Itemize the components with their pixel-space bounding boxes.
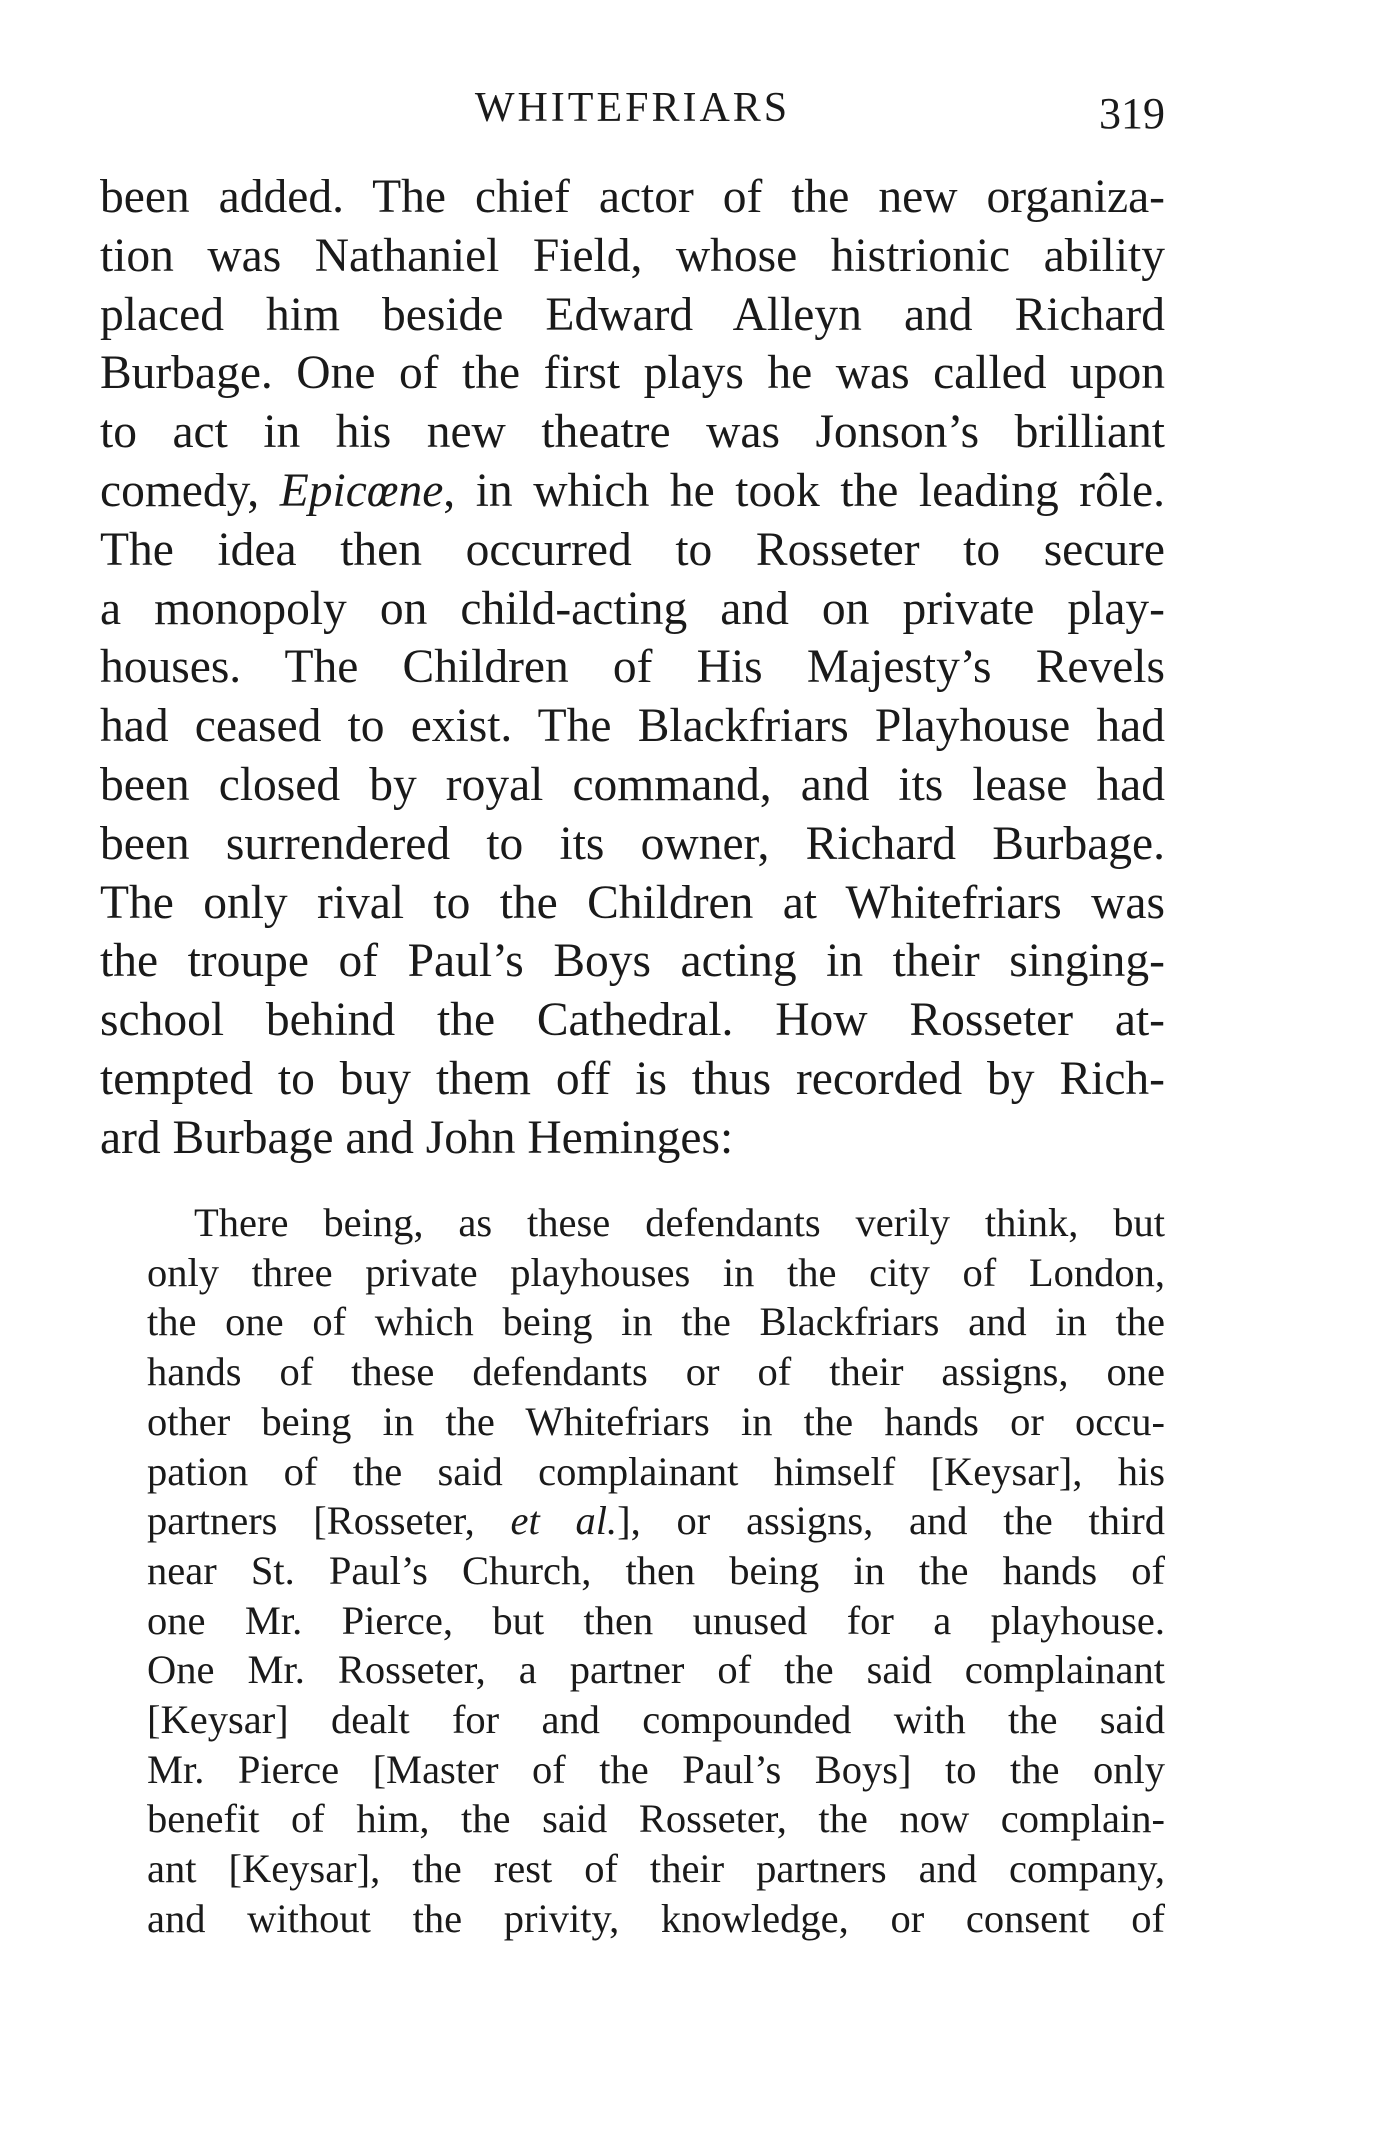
- text-line: other being in the Whitefriars in the hands or occu-: [147, 1398, 1165, 1444]
- paragraph-1: [100, 168, 1165, 521]
- text-line: placed him beside Edward Alleyn and Richard: [100, 288, 1165, 341]
- quote-paragraph: [100, 1198, 1165, 1944]
- text-line: comedy, Epicœne, in which he took the leading rôle.: [100, 464, 1166, 517]
- text-line: to act in his new theatre was Jonson’s brilliant: [100, 406, 1165, 459]
- text-line: partners [Rosseter, et al.], or assigns, and the third: [147, 1498, 1166, 1544]
- text-line: only three private playhouses in the city of London,: [147, 1249, 1165, 1295]
- italic-abbrev: et al.: [510, 1498, 618, 1544]
- text-line: The only rival to the Children at Whitefriars was: [100, 876, 1165, 929]
- text-line: There being, as these defendants verily think, but: [194, 1200, 1165, 1245]
- text-line: the troupe of Paul’s Boys acting in their singing-: [100, 935, 1165, 988]
- text-line: pation of the said complainant himself [Keysar], his: [147, 1448, 1165, 1494]
- text-line: Mr. Pierce [Master of the Paul’s Boys] to the only: [147, 1746, 1165, 1792]
- text-line: been added. The chief actor of the new organiza-: [100, 171, 1165, 223]
- page-number: 319: [1099, 89, 1165, 138]
- text-line: and without the privity, knowledge, or consent of: [147, 1895, 1165, 1941]
- text-line: benefit of him, the said Rosseter, the now complain-: [147, 1796, 1165, 1842]
- text-line: ant [Keysar], the rest of their partners and company,: [147, 1846, 1165, 1892]
- text-line: been closed by royal command, and its lease had: [100, 758, 1165, 811]
- body-text: [100, 168, 1165, 1168]
- paragraph-2: [100, 521, 1165, 1168]
- text-line: houses. The Children of His Majesty’s Revels: [100, 641, 1165, 694]
- text-line: been surrendered to its owner, Richard Burbage.: [100, 817, 1165, 870]
- italic-title: Epicœne: [279, 464, 444, 517]
- text-line: one Mr. Pierce, but then unused for a playhouse.: [147, 1597, 1165, 1643]
- text-line: a monopoly on child-acting and on private play-: [100, 582, 1165, 635]
- text-line: the one of which being in the Blackfriars and in the: [147, 1299, 1165, 1345]
- text-line: Burbage. One of the first plays he was called upon: [100, 347, 1165, 400]
- text-line: near St. Paul’s Church, then being in the hands of: [147, 1547, 1165, 1593]
- text-line: The idea then occurred to Rosseter to secure: [100, 523, 1165, 576]
- page-header: [100, 78, 1165, 138]
- text-line: school behind the Cathedral. How Rosseter at-: [100, 994, 1165, 1047]
- text-line: tempted to buy them off is thus recorded by Rich-: [100, 1052, 1165, 1105]
- block-quote: [100, 1198, 1165, 1944]
- text-line: hands of these defendants or of their assigns, one: [147, 1349, 1165, 1395]
- text-line: had ceased to exist. The Blackfriars Playhouse had: [100, 700, 1165, 753]
- running-title: WHITEFRIARS: [474, 85, 791, 131]
- text-line: ard Burbage and John Heminges:: [100, 1111, 734, 1164]
- text-line: [Keysar] dealt for and compounded with the said: [147, 1697, 1165, 1743]
- text-line: tion was Nathaniel Field, whose histrionic ability: [100, 229, 1165, 282]
- text-line: One Mr. Rosseter, a partner of the said complainant: [147, 1647, 1165, 1693]
